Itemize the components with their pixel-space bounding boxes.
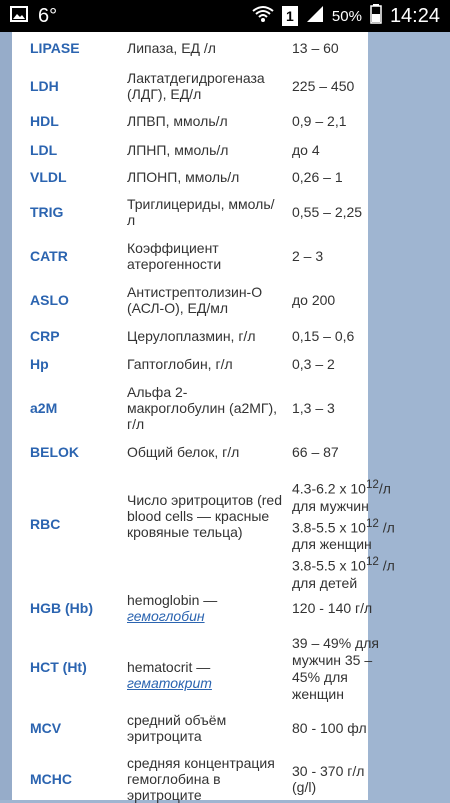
- clock: 14:24: [389, 4, 440, 27]
- row-range: 0,3 – 2: [292, 356, 335, 372]
- row-desc: ЛПВП, ммоль/л: [127, 113, 228, 129]
- row-desc: Общий белок, г/л: [127, 444, 240, 460]
- gallery-notification-icon: [10, 5, 28, 28]
- row-abbr: TRIG: [30, 204, 64, 220]
- row-range: [292, 476, 402, 592]
- row-range: 39 – 49% для мужчин 35 – 45% для женщин: [292, 635, 379, 702]
- row-abbr: MCHC: [30, 771, 72, 787]
- row-abbr: a2M: [30, 400, 58, 416]
- row-range: до 4: [292, 142, 320, 158]
- row-range: 0,26 – 1: [292, 169, 343, 185]
- row-range: 13 – 60: [292, 40, 339, 56]
- row-desc: Коэффициент атерогенности: [127, 240, 222, 272]
- row-range: 66 – 87: [292, 444, 339, 460]
- row-desc: Триглицериды, ммоль/л: [127, 196, 275, 228]
- battery-percent: 50%: [331, 7, 362, 25]
- row-range: 80 - 100 фл: [292, 720, 367, 736]
- row-range: до 200: [292, 292, 336, 308]
- row-desc: Гаптоглобин, г/л: [127, 356, 233, 372]
- wifi-icon: [252, 5, 274, 28]
- row-range: 2 – 3: [292, 248, 324, 264]
- row-abbr: Hp: [30, 356, 49, 372]
- row-abbr: LDL: [30, 142, 58, 158]
- row-abbr: VLDL: [30, 169, 67, 185]
- row-abbr: HDL: [30, 113, 59, 129]
- hematocrit-link[interactable]: гематокрит: [127, 675, 212, 691]
- row-range: 30 - 370 г/л (g/l): [292, 763, 365, 795]
- row-abbr: MCV: [30, 720, 62, 736]
- row-desc: Альфа 2-макроглобулин (а2МГ), г/л: [127, 384, 278, 432]
- temperature-text: 6°: [38, 4, 58, 27]
- row-desc: Церулоплазмин, г/л: [127, 328, 256, 344]
- row-abbr: BELOK: [30, 444, 79, 460]
- left-border: [0, 32, 12, 800]
- row-range: 225 – 450: [292, 78, 355, 94]
- row-desc: Липаза, ЕД /л: [127, 40, 216, 56]
- range-line: 4.3-6.2 х $10^{12}/л$ для мужчин: [292, 478, 391, 514]
- row-abbr: CRP: [30, 328, 60, 344]
- hemoglobin-link[interactable]: гемоглобин: [127, 608, 205, 624]
- row-desc: средний объём эритроцита: [127, 712, 227, 744]
- signal-icon: [306, 5, 324, 28]
- row-desc: Число эритроцитов (red blood cells — красные кровяные тельца): [127, 492, 282, 540]
- row-range: 0,15 – 0,6: [292, 328, 355, 344]
- row-abbr: CATR: [30, 248, 68, 264]
- row-desc: ЛПОНП, ммоль/л: [127, 169, 240, 185]
- row-range: 0,55 – 2,25: [292, 204, 363, 220]
- row-abbr: RBC: [30, 516, 61, 532]
- row-abbr: LDH: [30, 78, 59, 94]
- row-desc: ЛПНП, ммоль/л: [127, 142, 229, 158]
- range-line: 3.8-5.5 х $10^{12}$ /л для женщин: [292, 516, 395, 553]
- row-abbr: ASLO: [30, 292, 69, 308]
- row-abbr: LIPASE: [30, 40, 80, 56]
- battery-icon: [370, 4, 382, 29]
- row-range: 1,3 – 3: [292, 400, 335, 416]
- row-desc: hemoglobin — гемоглобин: [127, 592, 218, 624]
- row-desc: Антистрептолизин-О (АСЛ-О), ЕД/мл: [127, 284, 263, 316]
- sim-badge-icon: 1: [282, 6, 298, 26]
- row-desc: Лактатдегидрогеназа (ЛДГ), ЕД/л: [127, 70, 265, 102]
- row-range: 120 - 140 г/л: [292, 600, 373, 616]
- lab-values-table[interactable]: [12, 32, 395, 803]
- status-bar: [0, 0, 450, 32]
- row-range: 0,9 – 2,1: [292, 113, 347, 129]
- range-line: 3.8-5.5 х $10^{12}$ /л для детей: [292, 555, 395, 591]
- row-desc: средняя концентрация гемоглобина в эритроците: [127, 755, 275, 803]
- row-abbr: HCT (Ht): [30, 659, 87, 675]
- row-abbr: HGB (Hb): [30, 600, 93, 616]
- row-desc: hematocrit —гематокрит: [127, 659, 212, 691]
